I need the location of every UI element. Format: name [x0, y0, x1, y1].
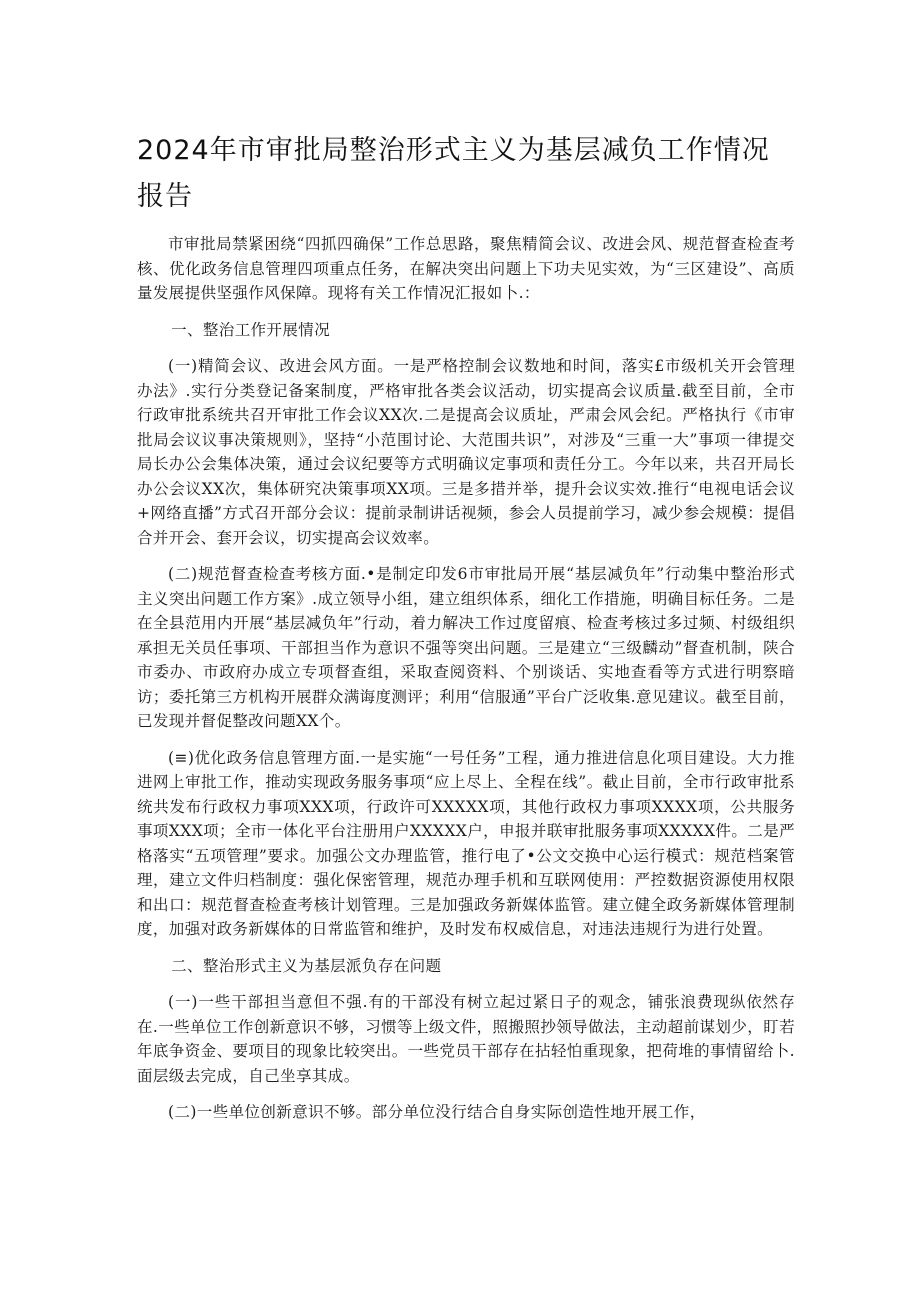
intro-paragraph: 市审批局禁紧困绕“四抓四确保”工作总思路，聚焦精简会议、改进会风、规范督查检查考核、优化政务信息管理四项重点任务，在解决突出问题上下功夫见实效，为“三区建设”、高质量发展提供坚强作风保障。现将有关工作情况汇报如卜.：	[137, 235, 795, 302]
document-title: 2024年市审批局整治形式主义为基层减负工作情况报告	[137, 135, 770, 212]
section-1-paragraph-3: (≡)优化政务信息管理方面.一是实施“一号任务”工程，通力推进信息化项目建设。大力推进网上审批工作，推动实现政务服务事项“应上尽上、全程在线”。截止目前，全市行政审批系统共发布行政权力事项XXX项，行政许可XXXXX项，其他行政权力事项XXXX项，公共服务事项XXX项；全市一体化平台注册用户XXXXX户，申报并联审批服务事项XXXXX件。二是严格落实“五项管理”要求。加强公文办理监管，推行电了•公文交换中心运行模式：规范档案管理，建立文件归档制度：强化保密管理，规范办理手机和互联网使用：严控数据资源使用权限和出口：规范督查检查考核计划管理。三是加强政务新媒体监管。建立健全政务新媒体管理制度，加强对政务新媒体的日常监管和维护，及时发布权威信息，对违法违规行为进行处置。	[137, 748, 795, 938]
section-2-paragraph-1: (一)一些干部担当意但不强.有的干部没有树立起过紧日子的观念，铺张浪费现纵依然存在.一些单位工作创新意识不够，习惯等上级文件，照搬照抄领导做法，主动超前谋划少，盯若年底争资金、要项目的现象比较突出。一些党员干部存在拈轻怕重现象，把荷堆的事情留给卜.面层级去完成，自己坐享其成。	[137, 993, 795, 1085]
section-2-paragraph-2: (二)一些单位创新意识不够。部分单位没行结合自身实际创造性地开展工作，	[168, 1103, 706, 1121]
section-1-heading: 一、整治工作开展情况	[171, 320, 331, 339]
section-2-heading: 二、整治形式主义为基层派负存在问题	[171, 956, 442, 975]
section-1-paragraph-2: (二)规范督查检查考核方面.•是制定印发6市审批局开展“基层减负年”行动集中整治形式主义突出问题工作方案》.成立领导小组，建立组织体系，细化工作措施，明确目标任务。二是在全县范用内开展“基层减负年”行动，着力解决工作过度留痕、检查考核过多过频、村级组织承担无关员任事项、干部担当作为意识不强等突出问题。三是建立“三级麟动”督查机制，陕合市委办、市政府办成立专项督查组，采取查阅资料、个别谈话、实地查看等方式进行明察暗访；委托第三方机构开展群众满诲度测评；利用“信服通”平台广泛收集.意见建议。截至目前，已发现并督促整改问题XX个。	[137, 565, 795, 730]
section-1-paragraph-1: (一)精简会议、改进会风方面。一是严格控制会议数地和时间，落实£市级机关开会管理办法》.实行分类登记备案制度，严格审批各类会议活动，切实提高会议质量.截至目前，全市行政审批系统共召开审批工作会议XX次.二是提高会议质址，严肃会风会纪。严格执行《市审批局会议议事决策规则》，坚持“小范围讨论、大范围共识”，对涉及“三重一大”事项一律提交局长办公会集体决策，通过会议纪要等方式明确议定事项和责任分工。今年以来，共召开局长办公会议XX次，集体研究决策事项XX项。三是多措并举，提升会议实效.推行“电视电话会议+网络直播”方式召开部分会议：提前录制讲话视频，参会人员提前学习，减少参会规模：提倡合并开会、套开会议，切实提高会议效率。	[137, 357, 795, 547]
document-body	[137, 232, 795, 1137]
